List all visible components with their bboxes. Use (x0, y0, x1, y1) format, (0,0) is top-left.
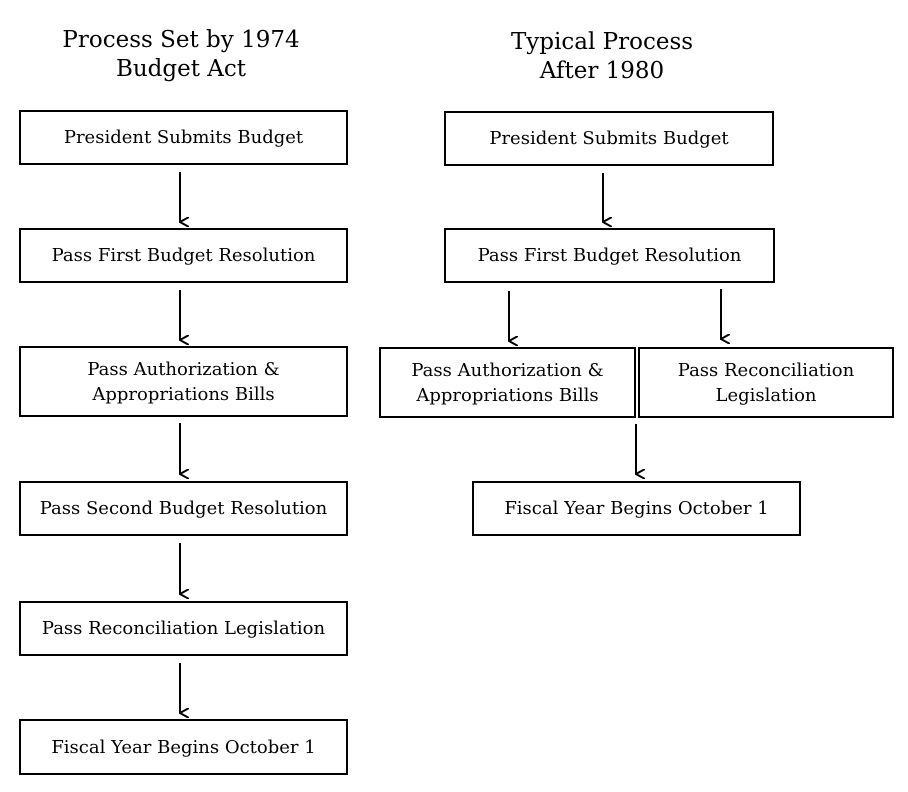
right-title-line-2: After 1980 (539, 58, 665, 84)
right-step-fiscal-year-label: Fiscal Year Begins October 1 (504, 498, 769, 519)
left-step-president-submits-budget (19, 110, 348, 165)
left-step-5-label: Pass Reconciliation Legislation (41, 618, 326, 639)
right-step-first-budget-resolution (444, 228, 775, 283)
right-title-line-1: Typical Process (510, 29, 694, 55)
left-step-fiscal-year-begins (19, 719, 348, 775)
right-step-president-submits-budget (444, 111, 774, 166)
right-step-fiscal-year-begins (472, 481, 801, 536)
right-step-authorization-label-line-1: Pass Authorization & (411, 359, 604, 381)
left-step-2-label: Pass First Budget Resolution (51, 245, 316, 266)
right-step-authorization-appropriations (379, 347, 636, 418)
left-step-6-label: Fiscal Year Begins October 1 (51, 736, 316, 758)
right-step-submit-label: President Submits Budget (489, 128, 729, 149)
left-step-3-label-line-2: Appropriations Bills (92, 383, 275, 405)
left-title-line-2: Budget Act (115, 56, 247, 82)
left-step-4-label: Pass Second Budget Resolution (39, 498, 328, 519)
left-step-second-budget-resolution (19, 481, 348, 536)
left-column-title (48, 26, 314, 84)
left-step-first-budget-resolution (19, 228, 348, 283)
right-step-reconciliation-label-line-1: Pass Reconciliation (677, 359, 855, 381)
left-step-reconciliation-legislation (19, 601, 348, 656)
right-step-reconciliation-label-line-2: Legislation (715, 384, 817, 406)
left-step-authorization-appropriations (19, 346, 348, 417)
left-step-3-label-line-1: Pass Authorization & (87, 358, 280, 380)
right-step-first-resolution-label: Pass First Budget Resolution (477, 245, 742, 266)
right-step-authorization-label-line-2: Appropriations Bills (416, 384, 599, 406)
left-step-1-label: President Submits Budget (63, 127, 304, 148)
left-title-line-1: Process Set by 1974 (62, 27, 300, 53)
right-step-reconciliation-legislation (638, 347, 894, 418)
right-column-title (472, 28, 732, 86)
